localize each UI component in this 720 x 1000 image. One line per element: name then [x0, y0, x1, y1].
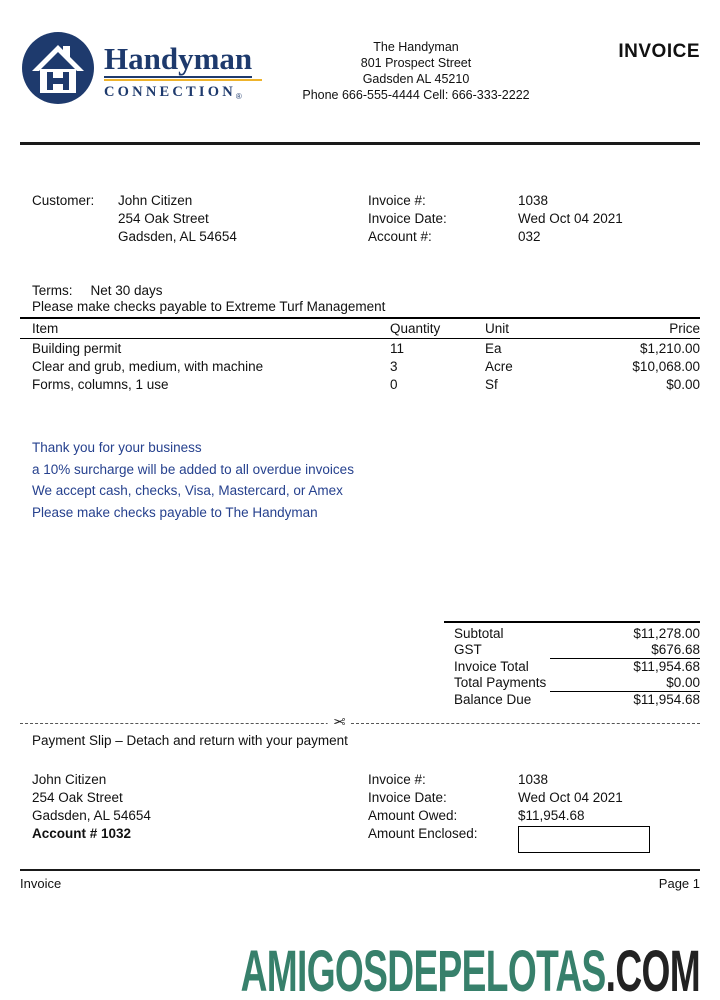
item-unit: Ea [485, 340, 502, 356]
amount-enclosed-input[interactable] [518, 826, 650, 853]
company-address1: 801 Prospect Street [360, 56, 472, 70]
footer-page-number: Page 1 [658, 876, 700, 891]
company-name: The Handyman [373, 40, 459, 54]
slip-customer-name: John Citizen [32, 772, 107, 787]
payment-slip [20, 771, 700, 853]
house-logo-icon [20, 30, 96, 109]
terms-section [20, 283, 700, 315]
item-price: $1,210.00 [639, 340, 700, 356]
slip-invoice-date-label: Invoice Date: [368, 790, 447, 805]
total-payments-value: $0.00 [550, 675, 700, 692]
account-number-label: Account #: [368, 229, 432, 244]
handyman-connection-logo [20, 30, 272, 109]
table-row [20, 357, 700, 375]
terms-value: Net 30 days [90, 283, 163, 298]
table-header-row [20, 318, 700, 339]
slip-invoice-date-value: Wed Oct 04 2021 [518, 790, 623, 805]
note-line: Please make checks payable to The Handyman [32, 504, 318, 520]
item-unit: Acre [485, 358, 513, 374]
gst-label: GST [454, 642, 482, 657]
customer-section [20, 192, 700, 246]
table-row [20, 339, 700, 358]
col-header-item: Item [20, 318, 390, 339]
customer-address-block [118, 192, 237, 246]
invoice-total-value: $11,954.68 [633, 659, 700, 674]
customer-label: Customer: [32, 193, 95, 208]
footer-document-type: Invoice [20, 876, 62, 891]
watermark-suffix-text: .COM [605, 939, 700, 1000]
line-items-table [20, 317, 700, 393]
payable-note: Please make checks payable to Extreme Turf Management [32, 299, 386, 314]
invoice-meta-block [368, 192, 700, 246]
invoice-date-value: Wed Oct 04 2021 [518, 211, 623, 226]
company-address2: Gadsden AL 45210 [362, 72, 470, 86]
balance-due-label: Balance Due [454, 692, 532, 707]
brand-name: Handyman [104, 41, 253, 76]
item-name: Forms, columns, 1 use [32, 376, 169, 392]
note-line: Thank you for your business [32, 440, 202, 455]
page-footer [20, 869, 700, 891]
invoice-number-label: Invoice #: [368, 193, 426, 208]
item-quantity: 0 [390, 376, 398, 392]
table-row [20, 375, 700, 393]
col-header-quantity: Quantity [390, 318, 485, 339]
item-quantity: 3 [390, 358, 398, 374]
note-line: a 10% surcharge will be added to all overdue invoices [32, 461, 354, 477]
amount-enclosed-label: Amount Enclosed: [368, 826, 478, 841]
totals-row-balance-due [444, 692, 700, 708]
amount-owed-label: Amount Owed: [368, 808, 458, 823]
subtotal-value: $11,278.00 [633, 626, 700, 641]
item-unit: Sf [485, 376, 498, 392]
invoice-number-value: 1038 [518, 193, 549, 208]
header [20, 0, 700, 109]
note-line: We accept cash, checks, Visa, Mastercard, or Amex [32, 483, 343, 498]
item-name: Clear and grub, medium, with machine [32, 358, 264, 374]
company-address-block [272, 30, 560, 103]
slip-invoice-number-label: Invoice #: [368, 772, 426, 787]
item-price: $10,068.00 [632, 358, 700, 374]
header-divider [20, 142, 700, 145]
payment-slip-heading: Payment Slip – Detach and return with your payment [32, 733, 348, 748]
registered-mark: ® [235, 92, 242, 101]
slip-address2: Gadsden, AL 54654 [32, 808, 151, 823]
totals-row-payments [444, 675, 700, 692]
slip-invoice-number-value: 1038 [518, 772, 549, 787]
amigosdepelotas-watermark [240, 939, 700, 1000]
slip-address1: 254 Oak Street [32, 790, 123, 805]
customer-name: John Citizen [118, 193, 193, 208]
totals-row-subtotal [444, 626, 700, 642]
customer-address2: Gadsden, AL 54654 [118, 229, 237, 244]
total-payments-label: Total Payments [454, 675, 547, 690]
detach-cut-line [20, 714, 700, 731]
brand-subname: CONNECTION [104, 84, 236, 100]
amount-owed-value: $11,954.68 [518, 808, 585, 823]
scissors-icon: ✂ [328, 713, 351, 731]
col-header-price: Price [580, 318, 700, 339]
item-name: Building permit [32, 340, 122, 356]
slip-account-number: Account # 1032 [32, 826, 132, 841]
account-number-value: 032 [518, 229, 541, 244]
slip-meta-block [368, 771, 700, 853]
slip-customer-block [20, 771, 368, 853]
invoice-date-label: Invoice Date: [368, 211, 447, 226]
totals-row-invoice-total [444, 659, 700, 675]
document-title: INVOICE [618, 41, 700, 62]
customer-address1: 254 Oak Street [118, 211, 209, 226]
col-header-unit: Unit [485, 318, 580, 339]
invoice-total-label: Invoice Total [454, 659, 529, 674]
gst-value: $676.68 [550, 642, 700, 659]
balance-due-value: $11,954.68 [633, 692, 700, 707]
totals-block [444, 621, 700, 708]
totals-row-gst [444, 642, 700, 659]
watermark-primary-text: AMIGOSDEPELOTAS [240, 939, 606, 1000]
company-phone: Phone 666-555-4444 Cell: 666-333-2222 [302, 88, 530, 102]
terms-label: Terms: [32, 283, 73, 298]
item-quantity: 11 [390, 340, 405, 356]
invoice-notes [20, 437, 700, 523]
logo-wordmark [104, 43, 262, 109]
subtotal-label: Subtotal [454, 626, 504, 641]
item-price: $0.00 [666, 376, 700, 392]
